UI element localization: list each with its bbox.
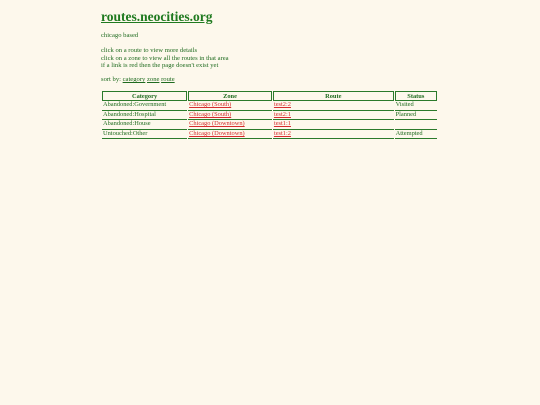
category-cell: Abandoned:Government: [102, 101, 187, 111]
header-category: Category: [102, 91, 187, 101]
header-zone: Zone: [188, 91, 272, 101]
tagline: chicago based: [101, 32, 139, 39]
sort-by-route-link[interactable]: route: [161, 76, 175, 83]
category-cell: Untouched:Other: [102, 130, 187, 140]
status-cell: Planned: [395, 111, 437, 121]
route-cell: [273, 111, 394, 121]
status-cell: Visited: [395, 101, 437, 111]
instruction-line: click on a zone to view all the routes in that area: [101, 54, 229, 62]
status-cell: [395, 120, 437, 130]
route-link[interactable]: test2:1: [273, 110, 291, 118]
instructions: [101, 47, 229, 70]
route-cell: [273, 120, 394, 130]
zone-link[interactable]: Chicago (South): [189, 101, 232, 109]
route-link[interactable]: test1:1: [273, 120, 291, 128]
zone-cell: [188, 101, 272, 111]
zone-cell: [188, 130, 272, 140]
sort-bar: [101, 76, 175, 83]
routes-table: [101, 91, 438, 139]
route-link[interactable]: test2:2: [273, 101, 291, 109]
zone-link[interactable]: Chicago (Downtown): [189, 130, 245, 138]
sort-by-category-link[interactable]: category: [122, 76, 146, 83]
zone-link[interactable]: Chicago (Downtown): [189, 120, 245, 128]
route-cell: [273, 130, 394, 140]
category-cell: Abandoned:House: [102, 120, 187, 130]
zone-cell: [188, 111, 272, 121]
site-title-link[interactable]: routes.neocities.org: [101, 9, 213, 24]
table-row: [102, 101, 437, 111]
instruction-line: click on a route to view more details: [101, 47, 198, 54]
table-row: [102, 130, 437, 140]
route-cell: [273, 101, 394, 111]
header-route: Route: [273, 91, 394, 101]
header-status: Status: [395, 91, 437, 101]
zone-cell: [188, 120, 272, 130]
instruction-line: if a link is red then the page doesn't exist yet: [101, 62, 219, 70]
sort-by-zone-link[interactable]: zone: [146, 76, 160, 83]
sort-label: sort by:: [101, 76, 121, 83]
table-row: [102, 120, 437, 130]
category-cell: Abandoned:Hospital: [102, 111, 187, 121]
status-cell: Attempted: [395, 130, 437, 140]
zone-link[interactable]: Chicago (South): [189, 110, 232, 118]
table-row: [102, 111, 437, 121]
route-link[interactable]: test1:2: [273, 130, 291, 138]
table-header-row: [102, 91, 437, 101]
